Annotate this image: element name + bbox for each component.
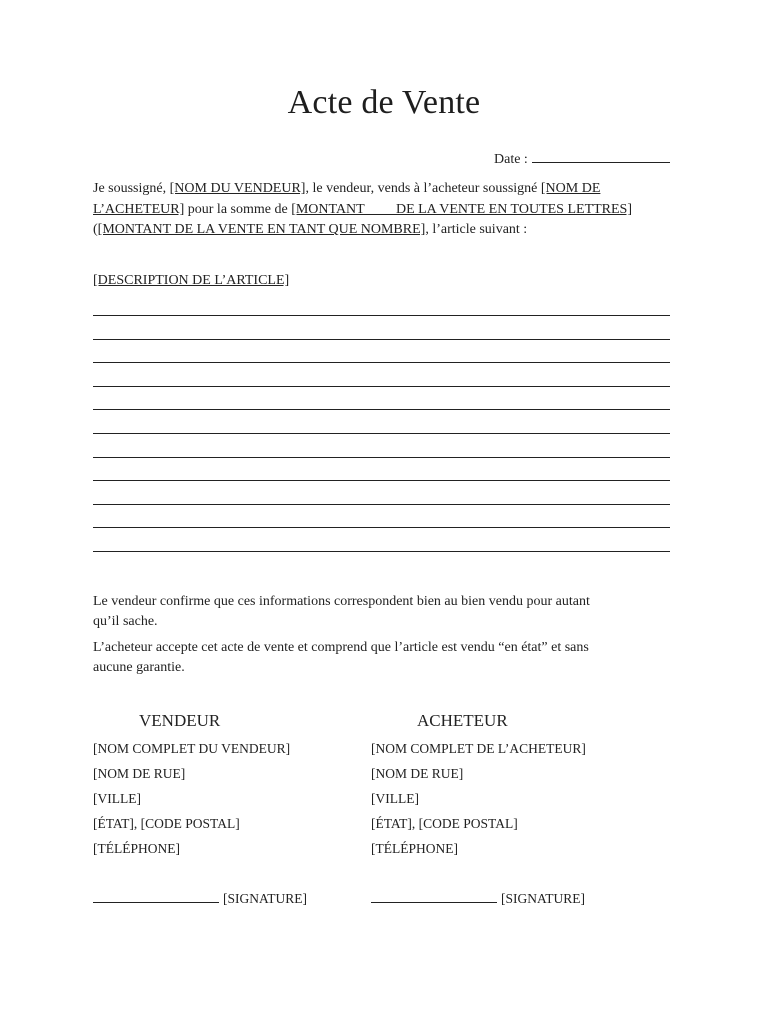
seller-city: [VILLE] [93,791,141,806]
intro-text: , le vendeur, vends à l’acheteur soussigné [305,181,541,196]
description-label: [DESCRIPTION DE L’ARTICLE] [93,273,290,288]
intro-line-1 [93,179,600,200]
seller-name-placeholder: [NOM DU VENDEUR] [169,181,306,196]
seller-signature-label: [SIGNATURE] [223,891,307,906]
buyer-name-placeholder: [NOM DE [540,181,601,196]
buyer-accept-line-1: L’acheteur accepte cet acte de vente et comprend que l’article est vendu “en état” et sans [93,640,589,655]
seller-heading: VENDEUR [139,711,221,730]
intro-text: pour la somme de [184,202,292,217]
intro-text: , l’article suivant : [425,222,528,237]
description-blank-line [93,527,670,528]
description-blank-line [93,339,670,340]
seller-state-zip: [ÉTAT], [CODE POSTAL] [93,816,240,831]
buyer-accept-line-2: aucune garantie. [93,660,185,675]
description-blank-line [93,551,670,552]
intro-line-3 [93,220,527,241]
seller-signature-line [93,890,219,903]
amount-words-placeholder: [MONTANT DE LA VENTE EN TOUTES LETTRES] [291,202,633,217]
buyer-phone: [TÉLÉPHONE] [371,841,458,856]
document-title: Acte de Vente [287,84,481,121]
buyer-state-zip: [ÉTAT], [CODE POSTAL] [371,816,518,831]
date-label: Date : [494,152,528,167]
buyer-signature-label: [SIGNATURE] [501,891,585,906]
buyer-signature [371,890,585,907]
description-blank-line [93,504,670,505]
intro-text: Je soussigné, [93,181,170,196]
description-blank-line [93,386,670,387]
description-blank-line [93,457,670,458]
buyer-signature-line [371,890,497,903]
description-blank-line [93,315,670,316]
description-blank-line [93,480,670,481]
description-blank-line [93,409,670,410]
description-blank-line [93,433,670,434]
seller-confirm-line-2: qu’il sache. [93,614,158,629]
amount-number-placeholder: [MONTANT DE LA VENTE EN TANT QUE NOMBRE] [97,222,426,237]
seller-phone: [TÉLÉPHONE] [93,841,180,856]
buyer-name-placeholder: L’ACHETEUR] [93,202,185,217]
seller-street: [NOM DE RUE] [93,766,186,781]
buyer-heading: ACHETEUR [417,711,508,730]
seller-full-name: [NOM COMPLET DU VENDEUR] [93,741,291,756]
buyer-full-name: [NOM COMPLET DE L’ACHETEUR] [371,741,586,756]
intro-text: ( [93,222,98,237]
buyer-street: [NOM DE RUE] [371,766,464,781]
date-field [494,148,670,168]
date-blank-line [532,148,670,163]
buyer-city: [VILLE] [371,791,419,806]
seller-confirm-line-1: Le vendeur confirme que ces informations correspondent bien au bien vendu pour autant [93,594,590,609]
intro-line-2 [93,200,632,221]
seller-signature [93,890,307,907]
description-blank-line [93,362,670,363]
